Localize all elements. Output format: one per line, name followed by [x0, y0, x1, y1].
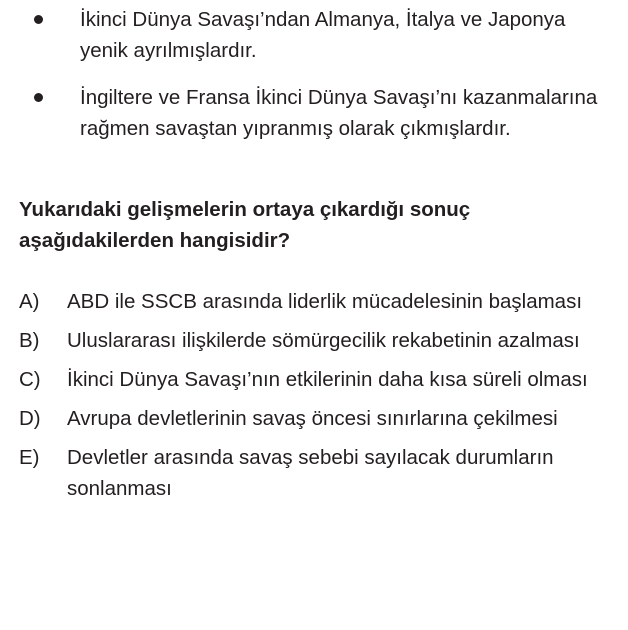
- premise-item: [0, 4, 600, 66]
- bullet-icon: [34, 93, 43, 102]
- option-text: ABD ile SSCB arasında liderlik mücadelesinin başlaması: [67, 290, 583, 313]
- option-text: Uluslararası ilişkilerde sömürgecilik rekabetinin azalması: [67, 329, 580, 352]
- bullet-icon: [34, 15, 43, 24]
- premise-text: İngiltere ve Fransa İkinci Dünya Savaşı’nı kazanmalarına rağmen savaştan yıpranmış olarak çıkmışlardır.: [80, 86, 598, 140]
- option-letter: C): [19, 368, 41, 391]
- premise-list: [0, 4, 628, 160]
- answer-options: [0, 286, 628, 512]
- option-letter: A): [19, 290, 40, 313]
- question-stem: Yukarıdaki gelişmelerin ortaya çıkardığı sonuç aşağıdakilerden hangisidir?: [19, 198, 471, 252]
- premise-item: [0, 82, 600, 144]
- option-letter: D): [19, 407, 41, 430]
- option-c[interactable]: [0, 364, 612, 395]
- option-text: Devletler arasında savaş sebebi sayılacak durumların sonlanması: [67, 446, 554, 500]
- premise-text: İkinci Dünya Savaşı’ndan Almanya, İtalya ve Japonya yenik ayrılmışlardır.: [80, 8, 566, 62]
- option-e[interactable]: [0, 442, 612, 504]
- option-text: Avrupa devletlerinin savaş öncesi sınırlarına çekilmesi: [67, 407, 558, 430]
- option-text: İkinci Dünya Savaşı’nın etkilerinin daha kısa süreli olması: [67, 368, 588, 391]
- option-letter: E): [19, 446, 40, 469]
- option-a[interactable]: [0, 286, 612, 317]
- option-d[interactable]: [0, 403, 627, 434]
- option-letter: B): [19, 329, 40, 352]
- option-b[interactable]: [0, 325, 612, 356]
